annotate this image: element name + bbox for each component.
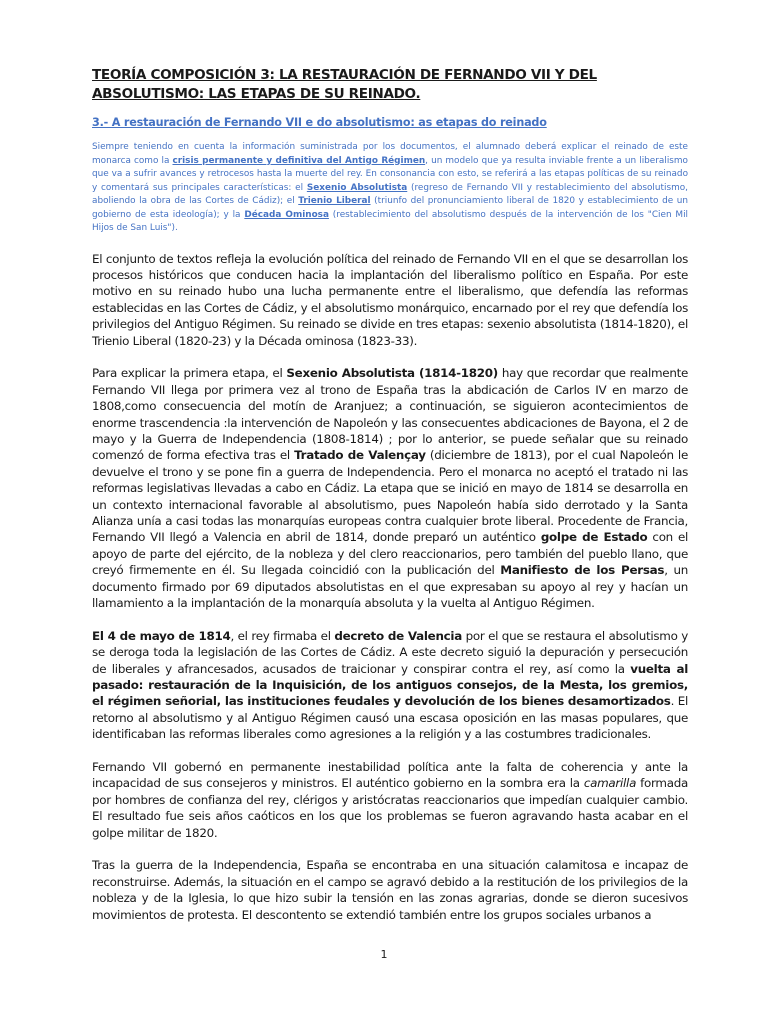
paragraph: [92, 628, 688, 743]
paragraph: [92, 857, 688, 923]
bold-phrase: Manifiesto de los Persas: [500, 563, 665, 578]
bold-phrase: Década Ominosa: [244, 209, 329, 220]
bold-phrase: Tratado de Valençay: [294, 448, 426, 463]
text-run: (restablecimiento del absolutismo después de la intervención de los "Cien Mil Hijos de San Luis").: [92, 209, 688, 233]
paragraph: [92, 759, 688, 841]
bold-phrase: golpe de Estado: [540, 530, 648, 545]
text-run: El conjunto de textos refleja la evolución política del reinado de Fernando VII en el que se desarrollan los procesos históricos que conducen hacia la implantación del liberalismo político en España. Por este motivo en su reinado hubo una lucha permanente entre el liberalismo, que defendía las reformas establecidas en las Cortes de Cádiz, y el absolutismo monárquico, encarnado por el rey que defendía los privilegios del Antiguo Régimen. Su reinado se divide en tres etapas: sexenio absolutista (1814-1820), el Trienio Liberal (1820-23) y la Década ominosa (1823-33).: [92, 251, 688, 348]
bold-phrase: Trienio Liberal: [298, 196, 371, 206]
section-subtitle: 3.- A restauración de Fernando VII e do absolutismo: as etapas do reinado: [92, 116, 547, 129]
text-run: Siempre teniendo en cuenta la información suministrada por los documentos, el alumnado deberá explicar el reinado de este monarca como la: [92, 142, 688, 166]
bold-phrase: vuelta al pasado: restauración de la Inquisición, de los antiguos consejos, de la Mesta, los gremios, el régimen señorial, las instituciones feudales y devolución de los bienes desamortizados: [92, 661, 688, 709]
text-run: Tras la guerra de la Independencia, España se encontraba en una situación calamitosa e incapaz de reconstruirse. Además, la situación en el campo se agravó debido a la restitución de los privilegios de la nobleza y de la Iglesia, lo que hizo subir la tensión en las zonas agrarias, donde se dieron sucesivos movimientos de protesta. El descontento se extendió también entre los grupos sociales urbanos a: [92, 858, 688, 922]
bold-phrase: El 4 de mayo de 1814: [92, 628, 231, 643]
text-run: (diciembre de 1813), por el cual Napoleón le devuelve el trono y se pone fin a guerra de Independencia. Pero el monarca no aceptó el tratado ni las reformas legislativas llevadas a cabo en Cádiz. La etapa que se inició en mayo de 1814 se desarrolla en un contexto internacional favorable al absolutismo, pues Napoleón había sido derrotado y la Santa Alianza unía a casi todas las monarquías europeas contra cualquier brote liberal. Procedente de Francia, Fernando VII llegó a Valencia en abril de 1814, donde preparó un auténtico: [92, 448, 688, 545]
document-title: TEORÍA COMPOSICIÓN 3: LA RESTAURACIÓN DE FERNANDO VII Y DEL ABSOLUTISMO: LAS ETAPAS DE SU REINADO.: [92, 67, 597, 102]
text-run: hay que recordar que realmente Fernando VII llega por primera vez al trono de España tras la abdicación de Carlos IV en marzo de 1808,como consecuencia del motín de Aranjuez; a continuación, se siguieron acontecimientos de enorme trascendencia :la intervención de Napoleón y las consecuentes abdicaciones de Bayona, el 2 de mayo y la Guerra de Independencia (1808-1814) ; por lo anterior, se puede señalar que su reinado comenzó de forma efectiva tras el: [92, 366, 688, 463]
text-run: formada por hombres de confianza del rey, clérigos y aristócratas reaccionarios que impedían cualquier cambio. El resultado fue seis años caóticos en los que los problemas se fueron agravando hasta acabar en el golpe militar de 1820.: [92, 776, 688, 840]
text-run: , un modelo que ya resulta inviable frente a un liberalismo que va a sufrir avances y retrocesos hasta la muerte del rey. En consonancia con esto, se referirá a las etapas políticas de su reinado y comentará sus principales características: el: [92, 155, 688, 193]
text-run: (triunfo del pronunciamiento liberal de 1820 y establecimiento de un gobierno de esta ideología); y la: [92, 196, 688, 220]
intro-guidelines: [92, 141, 688, 236]
bold-phrase: Sexenio Absolutista: [306, 182, 408, 193]
text-run: Para explicar la primera etapa, el: [92, 366, 287, 381]
italic-phrase: camarilla: [583, 776, 637, 791]
bold-phrase: crisis permanente y definitiva del Antigo Régimen: [172, 155, 426, 166]
text-run: (regreso de Fernando VII y restablecimiento del absolutismo, aboliendo la obra de las Cortes de Cádiz); el: [92, 182, 688, 206]
text-run: , el rey firmaba el: [230, 628, 335, 643]
text-run: Fernando VII gobernó en permanente inestabilidad política ante la falta de coherencia y ante la incapacidad de sus consejeros y ministros. El auténtico gobierno en la sombra era la: [92, 760, 688, 791]
document-body: [92, 251, 688, 924]
paragraph: [92, 251, 688, 349]
text-run: por el que se restaura el absolutismo y se deroga toda la legislación de las Cortes de Cádiz. A este decreto siguió la depuración y persecución de liberales y afrancesados, acusados de traicionar y conspirar contra el rey, así como la: [92, 628, 688, 676]
text-run: , un documento firmado por 69 diputados absolutistas en el que expresaban su apoyo al rey y hacían un llamamiento a la implantación de la monarquía absoluta y la vuelta al Antiguo Régimen.: [92, 563, 688, 611]
bold-phrase: decreto de Valencia: [334, 628, 462, 643]
paragraph: [92, 365, 688, 611]
bold-phrase: Sexenio Absolutista (1814-1820): [286, 366, 498, 381]
page-number: 1: [380, 948, 388, 961]
text-run: con el apoyo de parte del ejército, de la nobleza y del clero reaccionarios, pero también del pueblo llano, que creyó firmemente en él. Su llegada coincidió con la publicación del: [92, 530, 689, 578]
text-run: . El retorno al absolutismo y al Antiguo Régimen causó una escasa oposición en las masas populares, que identificaban las reformas liberales como agresiones a la religión y a las costumbres tradicionales.: [92, 694, 688, 742]
